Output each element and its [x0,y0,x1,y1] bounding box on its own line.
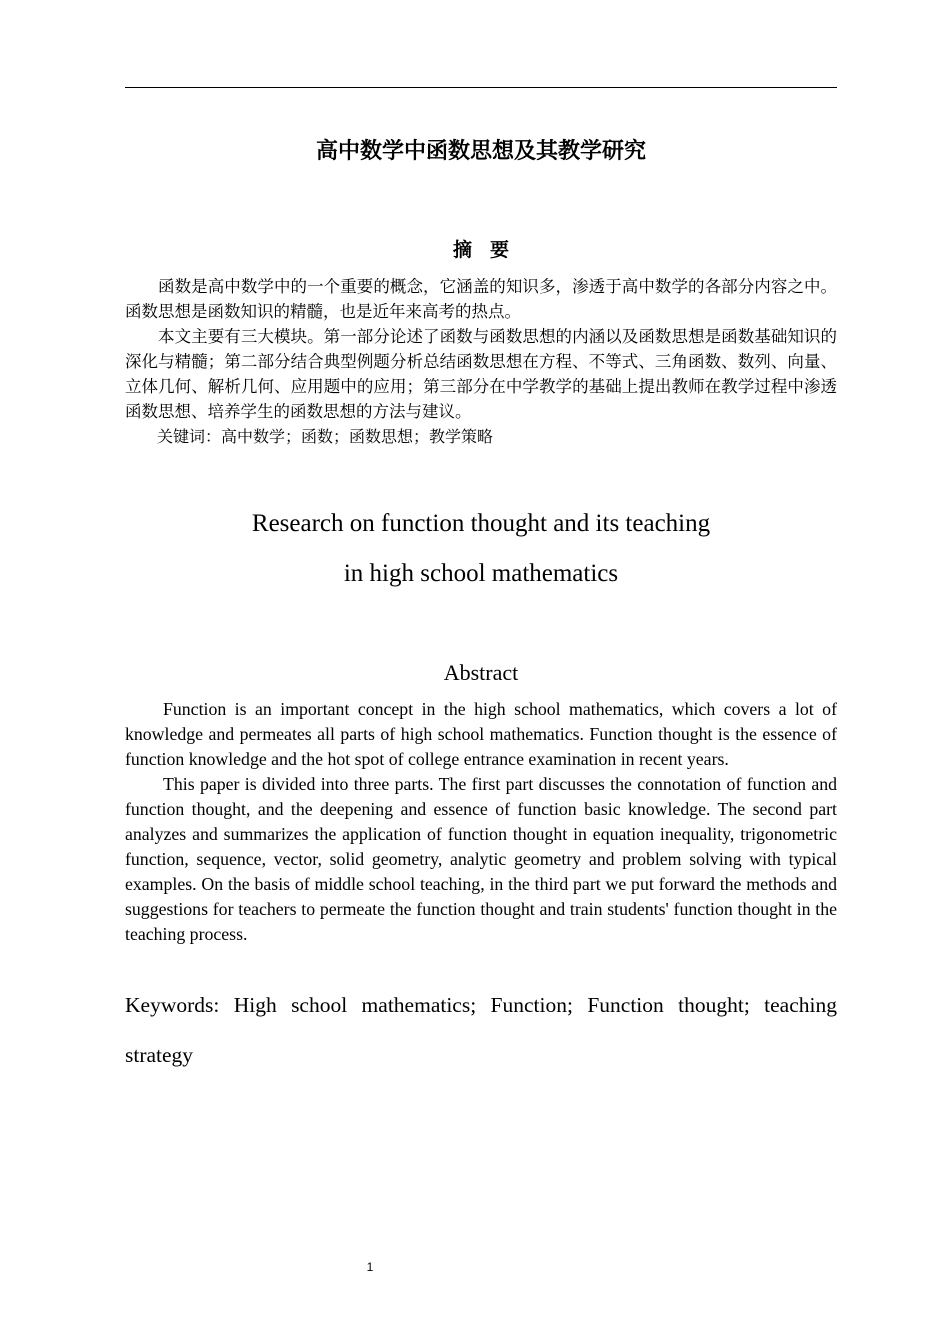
header-rule [125,87,837,88]
english-abstract-paragraph-2: This paper is divided into three parts. The first part discusses the connotation of function and function thought, and the deepening and essence of function basic knowledge. The second part analyzes and summarizes the application of function thought in equation inequality, trigonometric function, sequence, vector, solid geometry, analytic geometry and problem solving with typical examples. On the basis of middle school teaching, in the third part we put forward the methods and suggestions for teachers to permeate the function thought and train students' function thought in the teaching process. [125,774,837,944]
english-title [125,506,837,606]
english-abstract-paragraph-1: Function is an important concept in the high school mathematics, which covers a lot of knowledge and permeates all parts of high school mathematics. Function thought is the essence of function knowledge and the hot spot of college entrance examination in recent years. [125,699,837,769]
page-number: 1 [366,1260,374,1274]
english-title-line-2: in high school mathematics [343,560,619,587]
english-title-line-1: Research on function thought and its teaching [251,510,711,537]
chinese-abstract-heading: 摘要 [452,239,527,261]
chinese-abstract-paragraph-1: 函数是高中数学中的一个重要的概念，它涵盖的知识多，渗透于高中数学的各部分内容之中。函数思想是函数知识的精髓，也是近年来高考的热点。 [125,277,837,321]
english-abstract-heading: Abstract [443,660,519,685]
english-keywords: Keywords: High school mathematics; Function; Function thought; teaching strategy [125,993,837,1067]
chinese-keywords: 关键词：高中数学；函数；函数思想；教学策略 [157,427,494,446]
chinese-title: 高中数学中函数思想及其教学研究 [315,139,646,164]
english-abstract-body [125,697,837,947]
chinese-abstract-body [125,274,837,449]
chinese-abstract-paragraph-2: 本文主要有三大模块。第一部分论述了函数与函数思想的内涵以及函数思想是函数基础知识的深化与精髓；第二部分结合典型例题分析总结函数思想在方程、不等式、三角函数、数列、向量、立体几何、解析几何、应用题中的应用；第三部分在中学教学的基础上提出教师在教学过程中渗透函数思想、培养学生的函数思想的方法与建议。 [125,327,837,421]
